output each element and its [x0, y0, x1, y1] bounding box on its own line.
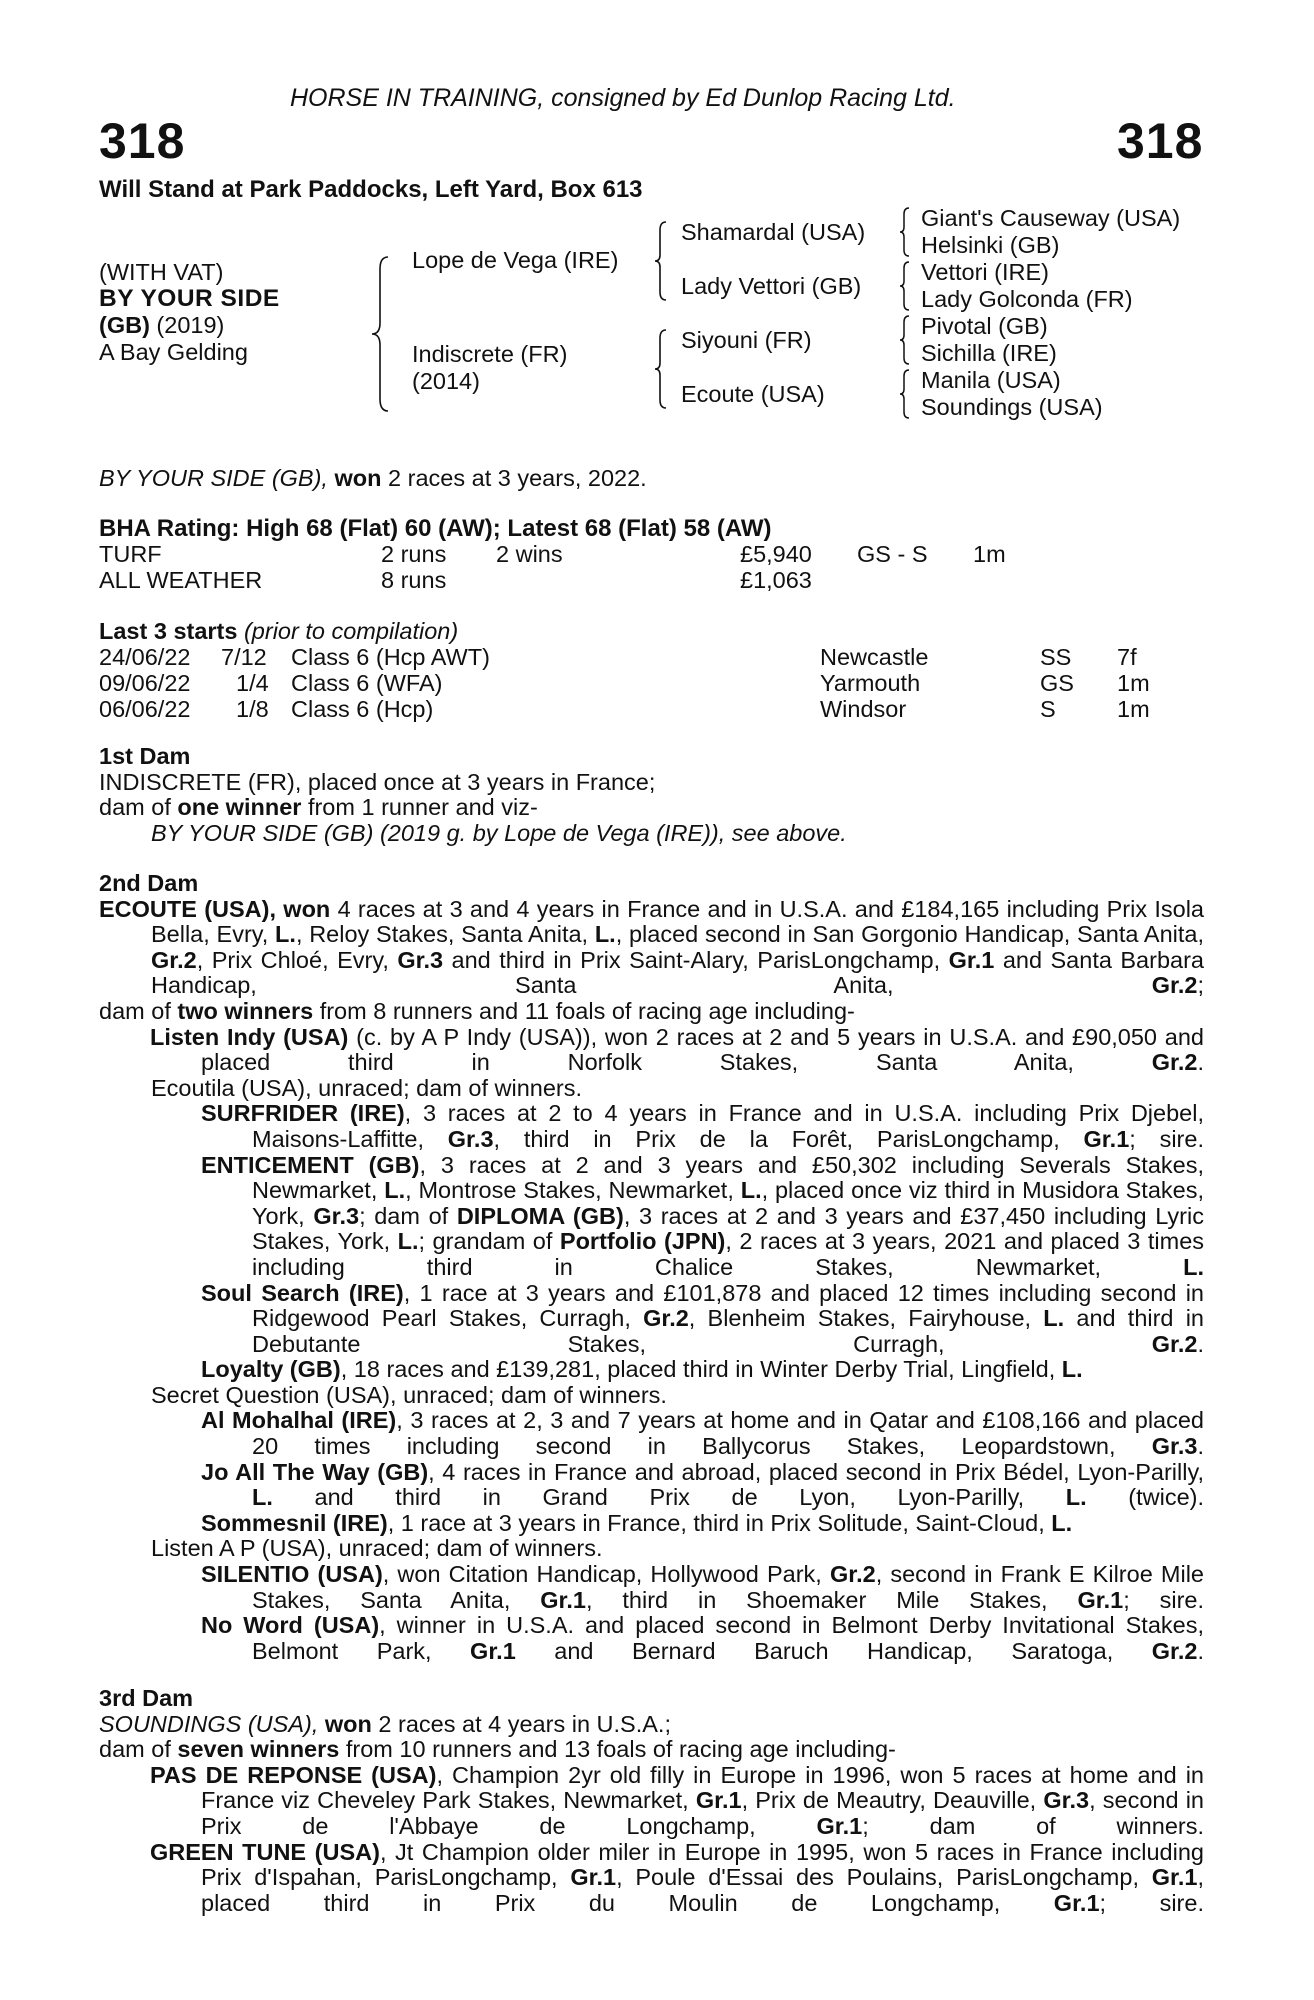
pedigree-brace-3 — [898, 314, 912, 366]
produce-entry: PAS DE REPONSE (USA), Champion 2yr old filly in Europe in 1996, won 5 races at home and in France viz Cheveley Park Stakes, Newmarket, Gr.1, Prix de Meautry, Deauville, Gr.3, second in Prix de l'Abbaye de Longchamp, Gr.1; dam of winners. — [150, 1761, 1205, 1839]
start-class: Class 6 (WFA) — [291, 670, 443, 696]
pedigree-sire: Lope de Vega (IRE) — [412, 247, 619, 273]
pedigree-ds: Siyouni (FR) — [681, 327, 812, 353]
start-going: SS — [1040, 644, 1072, 670]
pedigree-dds: Manila (USA) — [921, 367, 1061, 393]
second-dam-record: ECOUTE (USA), won 4 races at 3 and 4 years in France and in U.S.A. and £184,165 including Prix Isola Bella, Evry, L., Reloy Stakes, Santa Anita, L., placed second in San Gorgonio Handicap, Santa Anita, Gr.2, Prix Chloé, Evry, Gr.3 and third in Prix Saint-Alary, ParisLongchamp, Gr.1 and Santa Barbara Handicap, Santa Anita, Gr.2; — [99, 895, 1205, 999]
produce-entry: Sommesnil (IRE), 1 race at 3 years in France, third in Prix Solitude, Saint-Cloud, L. — [201, 1509, 1073, 1536]
rating-wins: 2 wins — [496, 541, 563, 567]
start-class: Class 6 (Hcp AWT) — [291, 644, 490, 670]
rating-surface: ALL WEATHER — [99, 567, 263, 593]
start-position: 1/8 — [236, 696, 269, 722]
produce-entry: Ecoutila (USA), unraced; dam of winners. — [151, 1074, 583, 1101]
rating-runs: 8 runs — [381, 567, 447, 593]
first-dam-foal: BY YOUR SIDE (GB) (2019 g. by Lope de Vega (IRE)), see above. — [151, 819, 847, 846]
horse-description: A Bay Gelding — [99, 339, 248, 365]
start-course: Windsor — [820, 696, 907, 722]
start-going: S — [1040, 696, 1056, 722]
pedigree-ddd: Soundings (USA) — [921, 394, 1103, 420]
pedigree-main-brace — [370, 255, 392, 413]
rating-distance: 1m — [973, 541, 1006, 567]
third-dam-record: SOUNDINGS (USA), won 2 races at 4 years in U.S.A.; — [99, 1710, 671, 1737]
stand-location: Will Stand at Park Paddocks, Left Yard, Box 613 — [99, 176, 643, 203]
pedigree-brace-4 — [898, 368, 912, 420]
rating-runs: 2 runs — [381, 541, 447, 567]
produce-entry: Listen Indy (USA) (c. by A P Indy (USA)), won 2 races at 2 and 5 years in U.S.A. and £90,050 and placed third in Norfolk Stakes, Santa Anita, Gr.2. — [150, 1023, 1205, 1076]
produce-entry: Jo All The Way (GB), 4 races in France and abroad, placed second in Prix Bédel, Lyon-Parilly, L. and third in Grand Prix de Lyon, Lyon-Parilly, L. (twice). — [201, 1458, 1204, 1511]
first-dam-line: INDISCRETE (FR), placed once at 3 years in France; — [99, 768, 656, 795]
last-starts-title: Last 3 starts (prior to compilation) — [99, 618, 459, 644]
bha-rating-title: BHA Rating: High 68 (Flat) 60 (AW); Latest 68 (Flat) 58 (AW) — [99, 515, 772, 542]
second-dam-produce: dam of two winners from 8 runners and 11 foals of racing age including- — [99, 997, 855, 1024]
consignment-line: HORSE IN TRAINING, consigned by Ed Dunlop Racing Ltd. — [290, 84, 956, 112]
produce-entry: GREEN TUNE (USA), Jt Champion older miler in Europe in 1995, won 5 races in France including Prix d'Ispahan, ParisLongchamp, Gr.1, Poule d'Essai des Poulains, ParisLongchamp, Gr.1, placed third in Prix du Moulin de Longchamp, Gr.1; sire. — [150, 1838, 1204, 1916]
produce-entry: ENTICEMENT (GB), 3 races at 2 and 3 years and £50,302 including Severals Stakes, Newmarket, L., Montrose Stakes, Newmarket, L., placed once viz third in Musidora Stakes, York, Gr.3; dam of DIPLOMA (GB), 3 races at 2 and 3 years and £37,450 including Lyric Stakes, York, L.; grandam of Portfolio (JPN), 2 races at 3 years, 2021 and placed 3 times including third in Chalice Stakes, Newmarket, L. — [201, 1151, 1205, 1280]
start-date: 24/06/22 — [99, 644, 191, 670]
race-summary: BY YOUR SIDE (GB), won 2 races at 3 years, 2022. — [99, 465, 647, 491]
pedigree-dam-brace — [653, 328, 669, 410]
third-dam-title: 3rd Dam — [99, 1685, 194, 1711]
produce-entry: Secret Question (USA), unraced; dam of winners. — [151, 1381, 667, 1408]
rating-surface: TURF — [99, 541, 162, 567]
pedigree-sdd: Lady Golconda (FR) — [921, 286, 1133, 312]
rating-prize: £1,063 — [740, 567, 812, 593]
start-going: GS — [1040, 670, 1074, 696]
pedigree-ssd: Helsinki (GB) — [921, 232, 1060, 258]
pedigree-dd: Ecoute (USA) — [681, 381, 825, 407]
pedigree-brace-2 — [898, 260, 912, 312]
second-dam-title: 2nd Dam — [99, 870, 199, 896]
start-distance: 1m — [1117, 696, 1150, 722]
start-date: 09/06/22 — [99, 670, 191, 696]
produce-entry: SURFRIDER (IRE), 3 races at 2 to 4 years in France and in U.S.A. including Prix Djebel, Maisons-Laffitte, Gr.3, third in Prix de la Forêt, ParisLongchamp, Gr.1; sire. — [201, 1100, 1204, 1152]
rating-prize: £5,940 — [740, 541, 812, 567]
start-class: Class 6 (Hcp) — [291, 696, 434, 722]
pedigree-sire-brace — [653, 220, 669, 302]
produce-entry: Listen A P (USA), unraced; dam of winners. — [151, 1535, 603, 1562]
produce-entry: No Word (USA), winner in U.S.A. and placed second in Belmont Derby Invitational Stakes, Belmont Park, Gr.1 and Bernard Baruch Handicap, Saratoga, Gr.2. — [201, 1612, 1204, 1664]
pedigree-sd: Lady Vettori (GB) — [681, 273, 862, 299]
produce-entry: Loyalty (GB), 18 races and £139,281, placed third in Winter Derby Trial, Lingfield, L. — [201, 1356, 1083, 1383]
lot-number-left: 318 — [99, 113, 186, 169]
produce-entry: Soul Search (IRE), 1 race at 3 years and £101,878 and placed 12 times including second in Ridgewood Pearl Stakes, Curragh, Gr.2, Blenheim Stakes, Fairyhouse, L. and third in Debutante Stakes, Curragh, Gr.2. — [201, 1279, 1205, 1357]
second-dam-section — [99, 871, 1204, 1664]
produce-entry: SILENTIO (USA), won Citation Handicap, Hollywood Park, Gr.2, second in Frank E Kilroe Mile Stakes, Santa Anita, Gr.1, third in Shoemaker Mile Stakes, Gr.1; sire. — [201, 1561, 1204, 1613]
start-course: Yarmouth — [820, 670, 921, 696]
lot-number-right: 318 — [1117, 113, 1204, 169]
start-position: 1/4 — [236, 670, 269, 696]
start-position: 7/12 — [221, 644, 267, 670]
horse-name: BY YOUR SIDE — [99, 285, 280, 312]
vat-note: (WITH VAT) — [99, 259, 224, 285]
rating-going: GS - S — [857, 541, 928, 567]
horse-origin-year: (GB) (2019) — [99, 312, 225, 338]
start-course: Newcastle — [820, 644, 929, 670]
first-dam-produce: dam of one winner from 1 runner and viz- — [99, 794, 538, 821]
pedigree-dam-year: (2014) — [412, 368, 480, 394]
pedigree-sss: Giant's Causeway (USA) — [921, 205, 1181, 231]
first-dam-title: 1st Dam — [99, 743, 191, 769]
pedigree-dsd: Sichilla (IRE) — [921, 340, 1057, 366]
pedigree-sds: Vettori (IRE) — [921, 259, 1049, 285]
pedigree-brace-1 — [898, 206, 912, 258]
start-distance: 1m — [1117, 670, 1150, 696]
third-dam-section — [99, 1686, 1204, 1916]
start-date: 06/06/22 — [99, 696, 191, 722]
pedigree-dam: Indiscrete (FR) — [412, 341, 568, 367]
pedigree-ss: Shamardal (USA) — [681, 219, 866, 245]
produce-entry: Al Mohalhal (IRE), 3 races at 2, 3 and 7 years at home and in Qatar and £108,166 and placed 20 times including second in Ballycorus Stakes, Leopardstown, Gr.3. — [201, 1407, 1204, 1460]
first-dam-section — [99, 744, 1204, 846]
pedigree-dss: Pivotal (GB) — [921, 313, 1048, 339]
start-distance: 7f — [1117, 644, 1137, 670]
third-dam-produce: dam of seven winners from 10 runners and 13 foals of racing age including- — [99, 1736, 896, 1763]
